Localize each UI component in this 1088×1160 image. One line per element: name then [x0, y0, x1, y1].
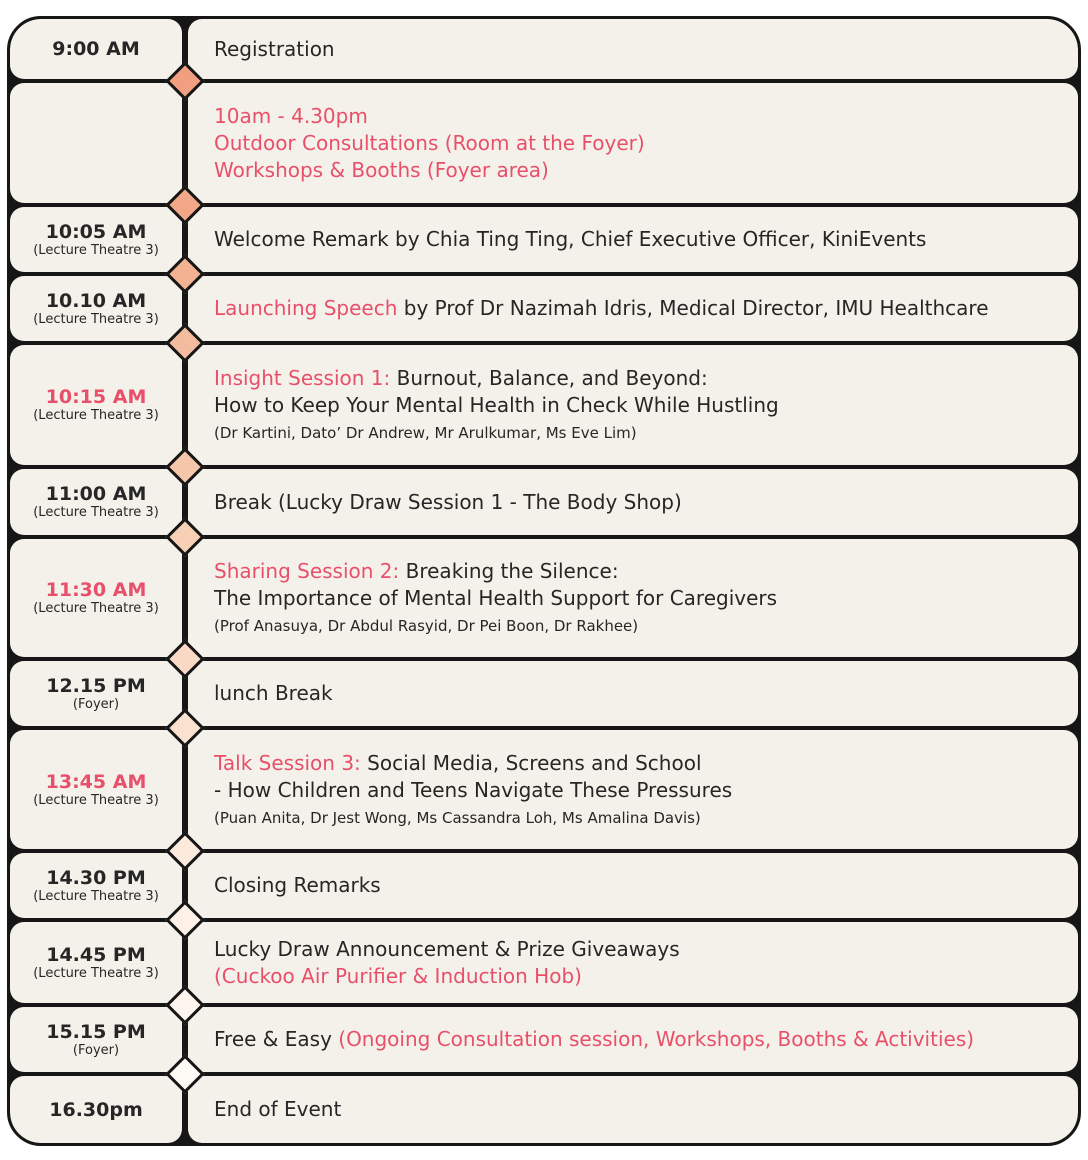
time-label: 13:45 AM: [45, 770, 147, 793]
agenda-line: [214, 750, 1068, 777]
agenda-text: Registration: [214, 36, 335, 61]
highlight-text: (Ongoing Consultation session, Workshops, Booths & Activities): [331, 1027, 975, 1051]
agenda-text: End of Event: [214, 1097, 342, 1121]
venue-label: (Lecture Theatre 3): [33, 311, 159, 327]
agenda-line: [214, 558, 1068, 585]
time-label: 14.30 PM: [46, 866, 146, 889]
agenda-line: [214, 295, 1068, 322]
schedule-table: [7, 16, 1081, 1146]
highlight-text: Insight Session 1:: [214, 366, 391, 390]
highlight-text: Outdoor Consultations (Room at the Foyer): [214, 130, 645, 155]
agenda-line: [214, 392, 1068, 419]
time-cell: [10, 1076, 182, 1143]
highlight-text: Sharing Session 2:: [214, 559, 400, 583]
speakers-note: (Puan Anita, Dr Jest Wong, Ms Cassandra Loh, Ms Amalina Davis): [214, 808, 701, 827]
time-cell: [10, 1007, 182, 1072]
agenda-text: Burnout, Balance, and Beyond:: [390, 366, 708, 390]
time-label: 14.45 PM: [46, 943, 146, 966]
agenda-cell: [188, 276, 1078, 341]
agenda-line: [214, 1026, 1068, 1053]
time-label: 15.15 PM: [46, 1020, 146, 1043]
highlight-text: Workshops & Booths (Foyer area): [214, 157, 549, 182]
agenda-line: [214, 1096, 1068, 1123]
agenda-text: The Importance of Mental Health Support for Caregivers: [214, 586, 778, 610]
time-cell: [10, 922, 182, 1003]
time-label: 16.30pm: [49, 1098, 143, 1121]
time-cell: [10, 730, 182, 849]
agenda-text: Welcome Remark by Chia Ting Ting, Chief Executive Officer, KiniEvents: [214, 227, 927, 251]
highlight-text: Launching Speech: [214, 296, 398, 320]
agenda-line: [214, 130, 1068, 157]
agenda-cell: [188, 1076, 1078, 1143]
agenda-cell: [188, 1007, 1078, 1072]
venue-label: (Foyer): [72, 1042, 120, 1058]
time-cell: [10, 19, 182, 79]
agenda-cell: [188, 19, 1078, 79]
agenda-cell: [188, 853, 1078, 918]
time-label: 12.15 PM: [46, 674, 146, 697]
agenda-cell: [188, 730, 1078, 849]
agenda-cell: [188, 922, 1078, 1003]
agenda-cell: [188, 83, 1078, 203]
agenda-line: [214, 777, 1068, 804]
time-cell: [10, 276, 182, 341]
agenda-text: How to Keep Your Mental Health in Check While Hustling: [214, 393, 779, 417]
time-cell: [10, 661, 182, 726]
agenda-text: - How Children and Teens Navigate These Pressures: [214, 777, 733, 802]
time-label: 10.10 AM: [45, 289, 147, 312]
agenda-text: Lucky Draw Announcement & Prize Giveaways: [214, 936, 680, 961]
agenda-line: [214, 585, 1068, 612]
agenda-text: Social Media, Screens and School: [360, 750, 702, 775]
time-label: 10:15 AM: [45, 386, 147, 408]
time-cell: [10, 539, 182, 657]
time-cell: [10, 853, 182, 918]
agenda-text: Breaking the Silence:: [399, 559, 619, 583]
agenda-line: [214, 963, 1068, 990]
time-label: 11:00 AM: [45, 483, 147, 505]
agenda-cell: [188, 661, 1078, 726]
agenda-line: [214, 103, 1068, 130]
time-cell: [10, 345, 182, 465]
venue-label: (Lecture Theatre 3): [33, 888, 159, 904]
time-label: 10:05 AM: [45, 220, 147, 243]
speakers-note: (Prof Anasuya, Dr Abdul Rasyid, Dr Pei Boon, Dr Rakhee): [214, 617, 639, 635]
agenda-line: [214, 365, 1068, 392]
highlight-text: (Cuckoo Air Purifier & Induction Hob): [214, 963, 582, 988]
agenda-text: Free & Easy: [214, 1027, 332, 1051]
agenda-line: [214, 489, 1068, 516]
time-label: 11:30 AM: [45, 579, 147, 601]
venue-label: (Lecture Theatre 3): [33, 242, 159, 258]
agenda-line: [214, 680, 1068, 707]
agenda-line: [214, 36, 1068, 63]
venue-label: (Lecture Theatre 3): [33, 408, 159, 423]
agenda-line: [214, 226, 1068, 253]
venue-label: (Lecture Theatre 3): [33, 965, 159, 981]
speakers-note: (Dr Kartini, Dato’ Dr Andrew, Mr Arulkumar, Ms Eve Lim): [214, 424, 637, 442]
time-cell: [10, 83, 182, 203]
agenda-cell: [188, 345, 1078, 465]
agenda-text: lunch Break: [214, 681, 333, 705]
venue-label: (Lecture Theatre 3): [33, 792, 159, 808]
agenda-text: by Prof Dr Nazimah Idris, Medical Director, IMU Healthcare: [397, 296, 989, 320]
highlight-text: Talk Session 3:: [214, 750, 361, 775]
venue-label: (Foyer): [72, 696, 120, 712]
agenda-cell: [188, 469, 1078, 535]
agenda-line: [214, 936, 1068, 963]
agenda-text: Closing Remarks: [214, 873, 381, 897]
time-cell: [10, 469, 182, 535]
time-label: 9:00 AM: [52, 38, 140, 60]
venue-label: (Lecture Theatre 3): [33, 505, 159, 520]
agenda-line: [214, 157, 1068, 184]
agenda-cell: [188, 207, 1078, 272]
agenda-text: Break (Lucky Draw Session 1 - The Body Shop): [214, 489, 682, 514]
venue-label: (Lecture Theatre 3): [33, 601, 159, 616]
highlight-text: 10am - 4.30pm: [214, 103, 368, 128]
agenda-line: [214, 872, 1068, 899]
time-cell: [10, 207, 182, 272]
agenda-cell: [188, 539, 1078, 657]
